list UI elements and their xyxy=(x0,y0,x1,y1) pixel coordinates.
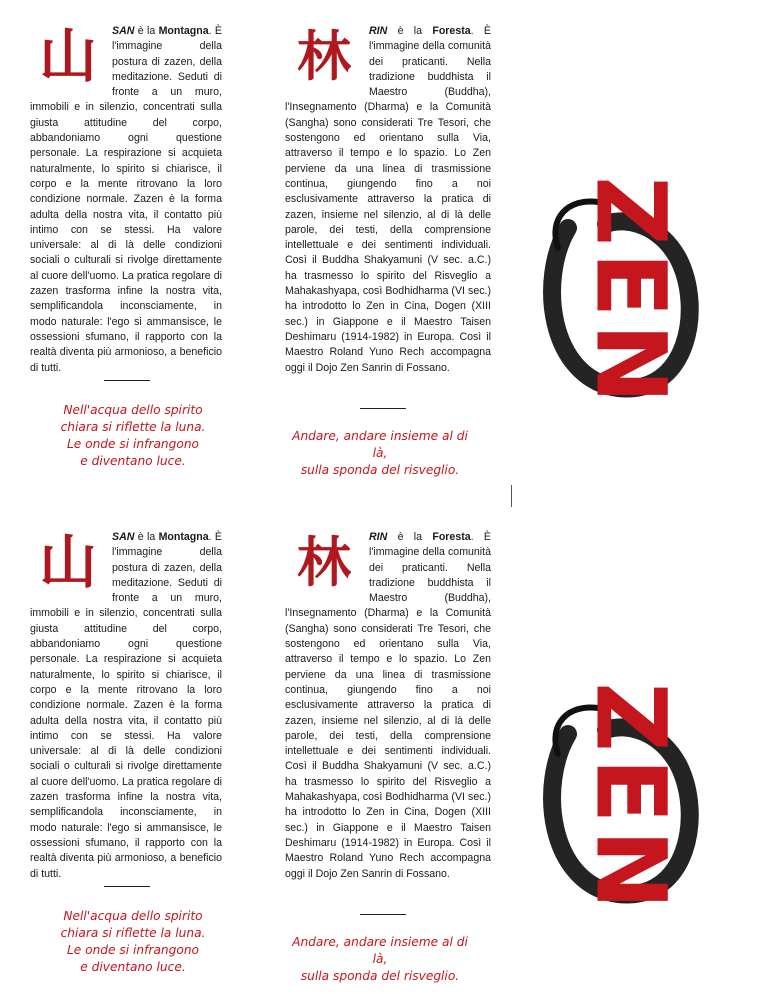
quote-line: e diventano luce. xyxy=(80,454,186,468)
zen-word: ZEN xyxy=(574,176,687,410)
separator-line xyxy=(360,914,406,915)
quote-line: chiara si riflette la luna. xyxy=(60,420,206,434)
rin-noun: Foresta xyxy=(432,25,471,37)
flyer-panel-bottom xyxy=(0,506,768,994)
rin-is: è la xyxy=(387,25,433,37)
rin-kanji: 林 xyxy=(297,24,351,88)
rin-period: . xyxy=(470,531,474,543)
san-is: è la xyxy=(134,25,159,37)
san-noun: Montagna xyxy=(158,25,209,37)
rin-is: è la xyxy=(387,531,433,543)
san-kanji: 山 xyxy=(38,22,97,90)
rin-noun: Foresta xyxy=(432,531,471,543)
rin-body: È l'immagine della comunità dei praticanti. Nella tradizione buddhista il Maestro (Buddha), l'Insegnamento (Dharma) e la Comunità (Sangha) sono considerati Tre Tesori, che sostengono ed orientano sulla Via, attraverso il tempo e lo spazio. Lo Zen perviene da una linea di trasmissione continua, giungendo fino a noi esclusivamente attraverso la pratica di zazen, insieme nel silenzio, al di là delle parole, dei testi, della comprensione intellettuale e dei sentimenti individuali. Così il Buddha Shakyamuni (V sec. a.C.) ha trasmesso lo spirito del Risveglio a Mahakashyapa, così Bodhidharma (VI sec.) ha introdotto lo Zen in Cina, Dogen (XIII sec.) in Giappone e il Maestro Taisen Deshimaru (1914-1982) in Europa. Così il Maestro Roland Yuno Rech accompagna oggi il Dojo Zen Sanrin di Fossano. xyxy=(285,25,491,374)
rin-quote xyxy=(285,934,475,985)
san-period: . xyxy=(208,25,212,37)
san-is: è la xyxy=(134,531,159,543)
rin-body: È l'immagine della comunità dei praticanti. Nella tradizione buddhista il Maestro (Buddha), l'Insegnamento (Dharma) e la Comunità (Sangha) sono considerati Tre Tesori, che sostengono ed orientano sulla Via, attraverso il tempo e lo spazio. Lo Zen perviene da una linea di trasmissione continua, giungendo fino a noi esclusivamente attraverso la pratica di zazen, insieme nel silenzio, al di là delle parole, dei testi, della comprensione intellettuale e dei sentimenti individuali. Così il Buddha Shakyamuni (V sec. a.C.) ha trasmesso lo spirito del Risveglio a Mahakashyapa, così Bodhidharma (VI sec.) ha introdotto lo Zen in Cina, Dogen (XIII sec.) in Giappone e il Maestro Taisen Deshimaru (1914-1982) in Europa. Così il Maestro Roland Yuno Rech accompagna oggi il Dojo Zen Sanrin di Fossano. xyxy=(285,531,491,880)
san-period: . xyxy=(208,531,212,543)
zen-word-group xyxy=(575,176,687,410)
separator-line xyxy=(360,408,406,409)
quote-line: sulla sponda del risveglio. xyxy=(300,463,460,477)
quote-line: Le onde si infrangono xyxy=(66,943,200,957)
san-body: È l'immagine della postura di zazen, della meditazione. Seduti di fronte a un muro, immobili e in silenzio, concentrati sulla giusta attitudine del corpo, abbandoniamo ogni questione personale. La respirazione si acquieta naturalmente, lo spirito si chiarisce, il corpo e la mente ritrovano la loro condizione normale. Zazen è la forma adulta della nostra vita, il contatto più intimo con se stessi. Ha valore universale: al di là delle condizioni sociali o culturali si rivolge direttamente al cuore dell'uomo. La pratica regolare di zazen trasforma infine la nostra vita, semplificandola inconsciamente, in modo naturale: l'ego si ammansisce, le ossessioni sfumano, il rapporto con la realtà diventa più armonioso, a beneficio di tutti. xyxy=(30,531,222,880)
rin-quote xyxy=(285,428,475,479)
rin-column xyxy=(285,530,491,882)
rin-period: . xyxy=(470,25,474,37)
quote-line: sulla sponda del risveglio. xyxy=(300,969,460,983)
quote-line: Nell'acqua dello spirito xyxy=(63,909,203,923)
san-noun: Montagna xyxy=(158,531,209,543)
zen-word: ZEN xyxy=(574,682,687,916)
san-kanji: 山 xyxy=(38,528,97,596)
zen-brush-logo xyxy=(528,128,708,458)
quote-line: e diventano luce. xyxy=(80,960,186,974)
quote-line: Nell'acqua dello spirito xyxy=(63,403,203,417)
san-quote xyxy=(38,908,228,976)
zen-brush-logo xyxy=(528,634,708,964)
fold-mark xyxy=(511,485,512,507)
san-title: SAN xyxy=(112,531,135,543)
rin-title: RIN xyxy=(369,531,388,543)
separator-line xyxy=(104,380,150,381)
quote-line: Andare, andare insieme al di là, xyxy=(292,429,468,460)
san-column xyxy=(30,530,222,882)
san-column xyxy=(30,24,222,376)
quote-line: Andare, andare insieme al di là, xyxy=(292,935,468,966)
quote-line: chiara si riflette la luna. xyxy=(60,926,206,940)
zen-word-group xyxy=(575,682,687,916)
san-title: SAN xyxy=(112,25,135,37)
rin-column xyxy=(285,24,491,376)
san-body: È l'immagine della postura di zazen, della meditazione. Seduti di fronte a un muro, immobili e in silenzio, concentrati sulla giusta attitudine del corpo, abbandoniamo ogni questione personale. La respirazione si acquieta naturalmente, lo spirito si chiarisce, il corpo e la mente ritrovano la loro condizione normale. Zazen è la forma adulta della nostra vita, il contatto più intimo con se stessi. Ha valore universale: al di là delle condizioni sociali o culturali si rivolge direttamente al cuore dell'uomo. La pratica regolare di zazen trasforma infine la nostra vita, semplificandola inconsciamente, in modo naturale: l'ego si ammansisce, le ossessioni sfumano, il rapporto con la realtà diventa più armonioso, a beneficio di tutti. xyxy=(30,25,222,374)
quote-line: Le onde si infrangono xyxy=(66,437,200,451)
rin-kanji: 林 xyxy=(297,530,351,594)
rin-title: RIN xyxy=(369,25,388,37)
separator-line xyxy=(104,886,150,887)
san-quote xyxy=(38,402,228,470)
